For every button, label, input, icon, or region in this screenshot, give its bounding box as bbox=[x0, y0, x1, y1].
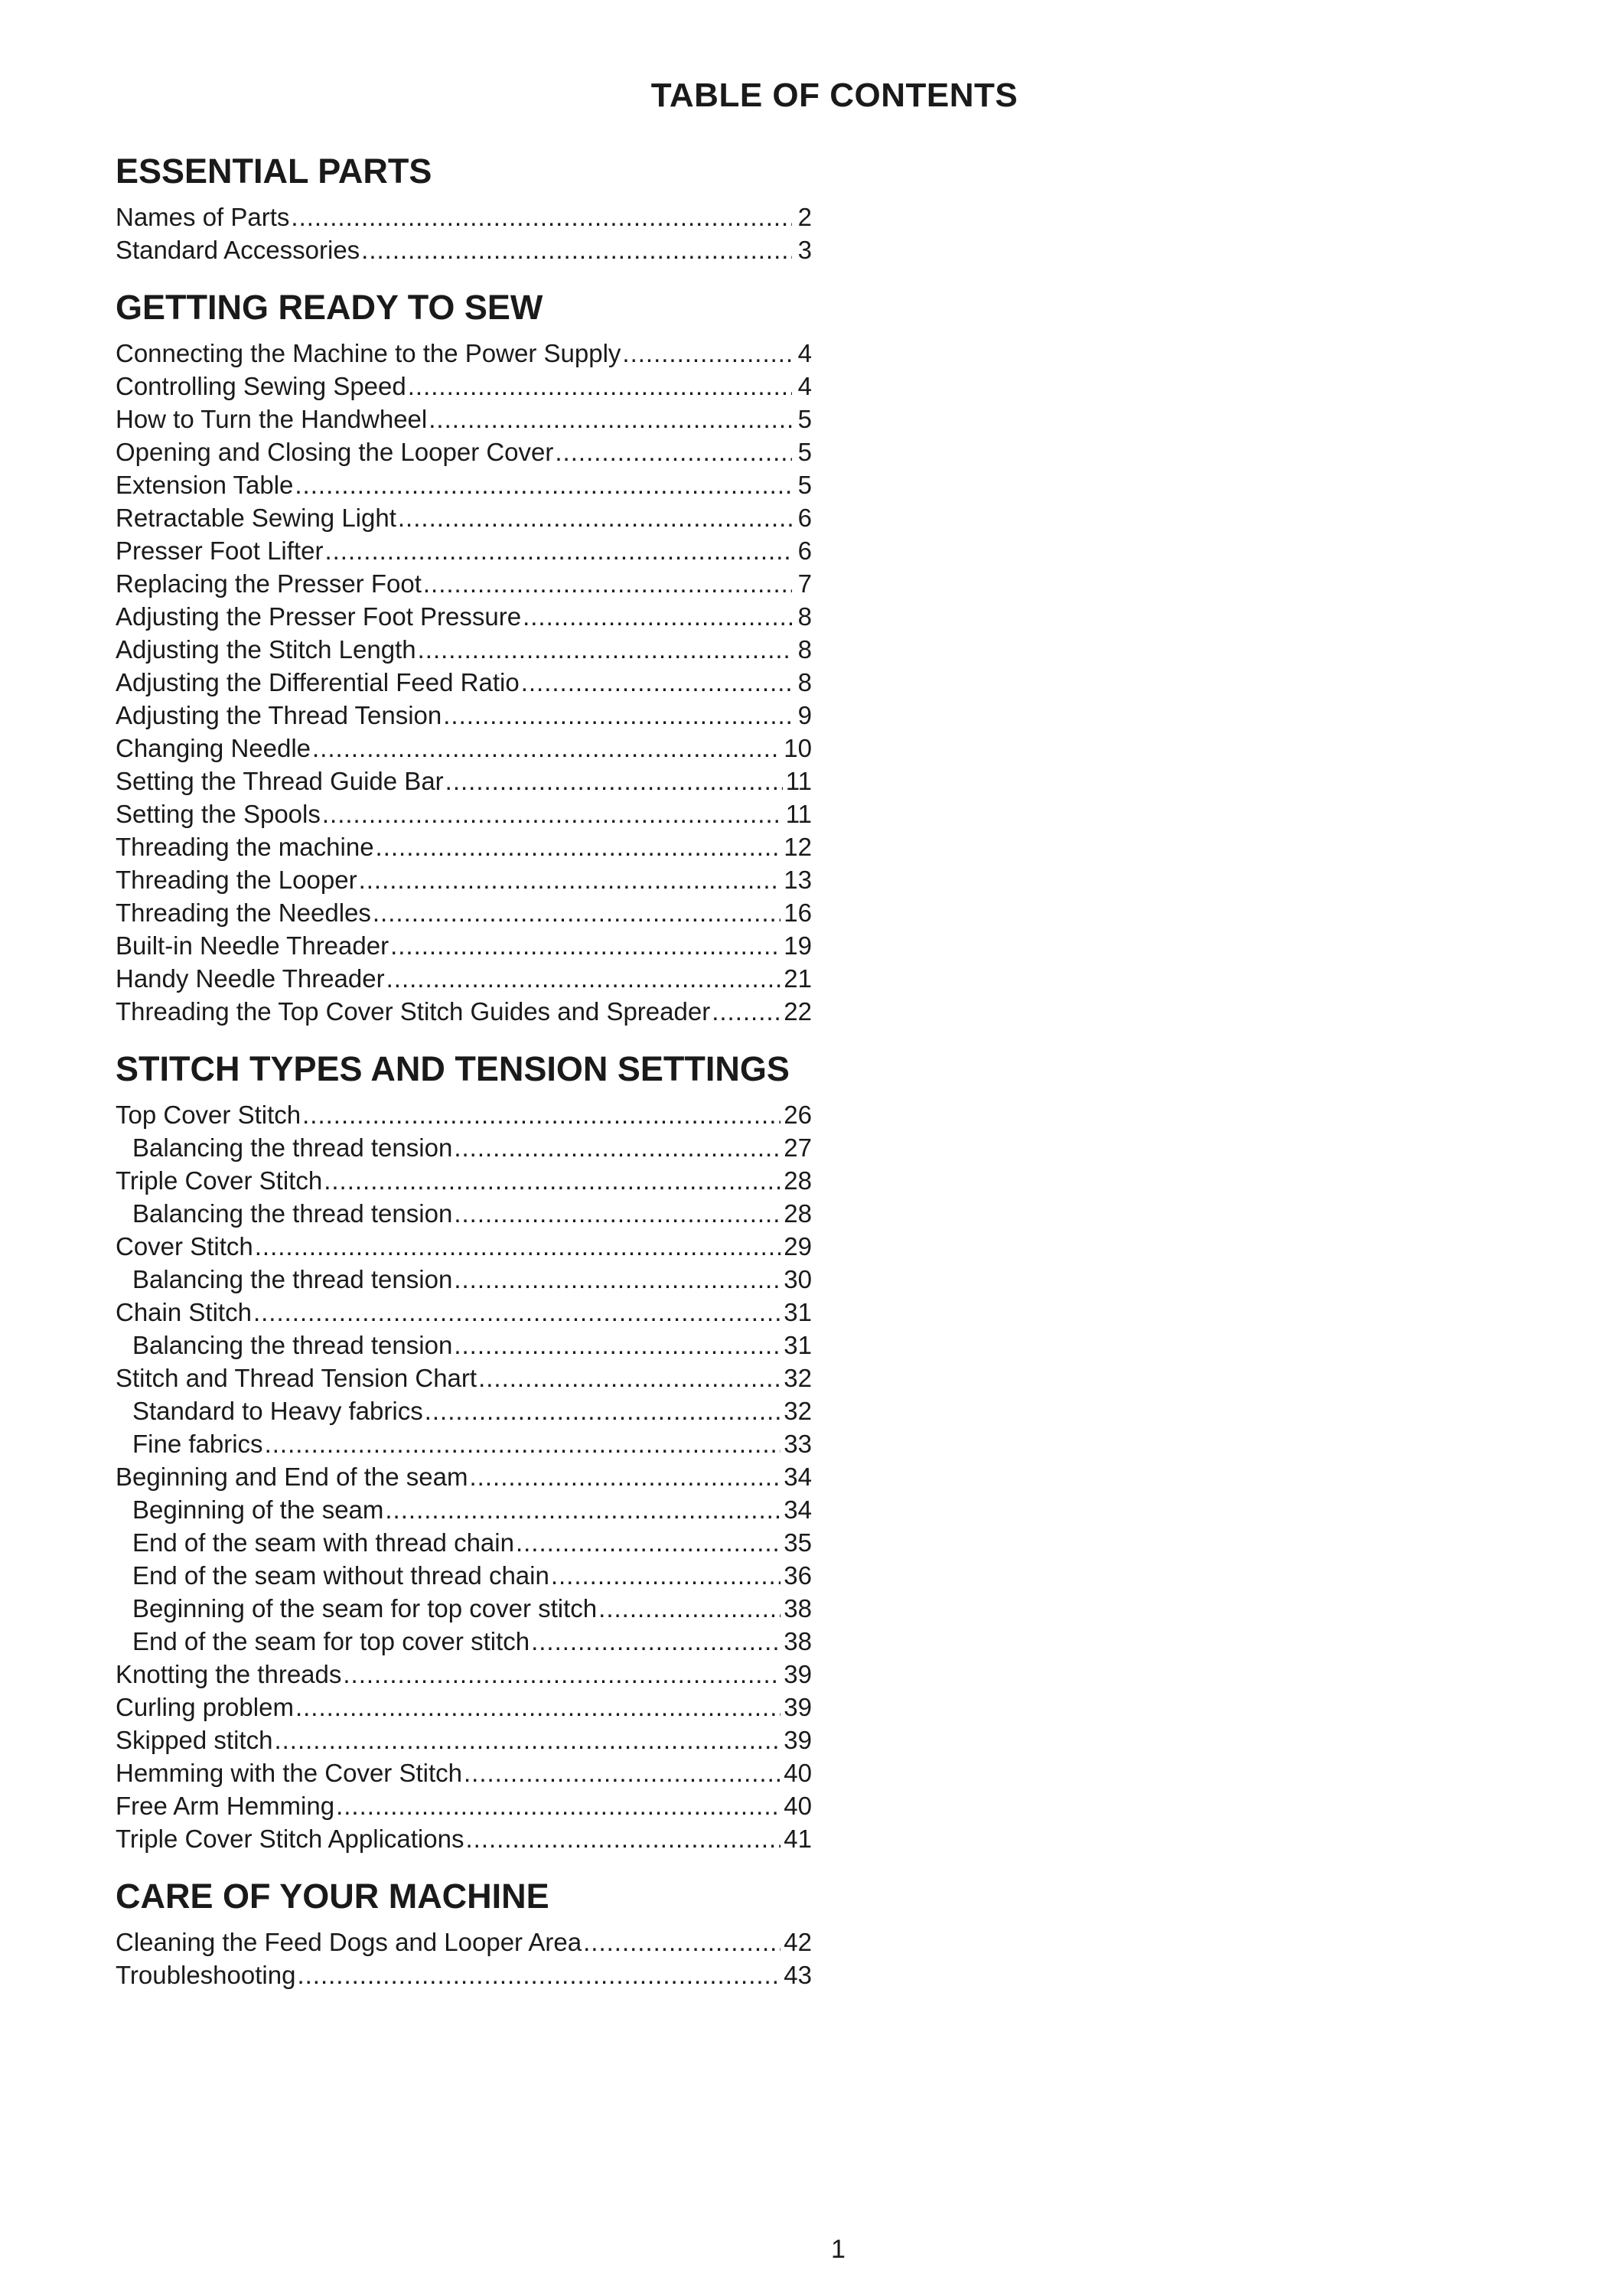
entry-label: Names of Parts bbox=[116, 203, 290, 231]
entry-label: Beginning of the seam for top cover stitch bbox=[132, 1594, 598, 1623]
entry-page-number: 35 bbox=[784, 1528, 812, 1557]
toc-entry[interactable] bbox=[116, 797, 812, 830]
entry-page-number: 8 bbox=[797, 668, 812, 696]
toc-entry[interactable] bbox=[116, 600, 812, 633]
entry-page-number: 26 bbox=[784, 1101, 812, 1129]
entry-page-number: 28 bbox=[784, 1199, 812, 1228]
entry-page-number: 41 bbox=[784, 1825, 812, 1853]
toc-entry[interactable] bbox=[116, 1658, 812, 1691]
dot-leader bbox=[376, 830, 781, 863]
entry-label: End of the seam with thread chain bbox=[132, 1528, 514, 1557]
entry-page-number: 5 bbox=[797, 405, 812, 433]
toc-section bbox=[116, 1875, 812, 1991]
entry-label: Adjusting the Differential Feed Ratio bbox=[116, 668, 520, 696]
entry-page-number: 3 bbox=[797, 236, 812, 264]
entry-page-number: 11 bbox=[785, 767, 812, 795]
dot-leader bbox=[398, 501, 792, 534]
dot-leader bbox=[445, 765, 783, 797]
entry-page-number: 40 bbox=[784, 1759, 812, 1787]
entry-label: Beginning and End of the seam bbox=[116, 1463, 468, 1491]
entry-label: Threading the machine bbox=[116, 833, 374, 861]
toc-entry[interactable] bbox=[116, 962, 812, 995]
entry-page-number: 16 bbox=[784, 899, 812, 927]
toc-entry[interactable] bbox=[116, 501, 812, 534]
entry-label: Handy Needle Threader bbox=[116, 964, 385, 993]
toc-entry[interactable] bbox=[116, 896, 812, 929]
toc-subentry[interactable] bbox=[116, 1592, 812, 1625]
toc-subentry[interactable] bbox=[116, 1131, 812, 1164]
dot-leader bbox=[521, 666, 792, 699]
entry-page-number: 31 bbox=[784, 1331, 812, 1359]
dot-leader bbox=[443, 699, 792, 732]
dot-leader bbox=[551, 1559, 781, 1592]
entry-page-number: 8 bbox=[797, 602, 812, 631]
toc-entry[interactable] bbox=[116, 201, 812, 233]
dot-leader bbox=[523, 600, 792, 633]
entry-page-number: 33 bbox=[784, 1430, 812, 1458]
dot-leader bbox=[454, 1329, 781, 1362]
toc-entry[interactable] bbox=[116, 337, 812, 370]
toc-entry[interactable] bbox=[116, 732, 812, 765]
entry-page-number: 2 bbox=[797, 203, 812, 231]
dot-leader bbox=[295, 468, 792, 501]
entry-label: Connecting the Machine to the Power Supply bbox=[116, 339, 621, 367]
entry-label: Standard Accessories bbox=[116, 236, 360, 264]
dot-leader bbox=[291, 201, 792, 233]
dot-leader bbox=[312, 732, 781, 765]
dot-leader bbox=[386, 962, 781, 995]
toc-entry[interactable] bbox=[116, 929, 812, 962]
entry-page-number: 31 bbox=[784, 1298, 812, 1326]
entry-page-number: 4 bbox=[797, 339, 812, 367]
toc-entry[interactable] bbox=[116, 567, 812, 600]
toc-entry[interactable] bbox=[116, 1230, 812, 1263]
section-heading: CARE OF YOUR MACHINE bbox=[116, 1877, 549, 1916]
toc-subentry[interactable] bbox=[116, 1329, 812, 1362]
entry-page-number: 39 bbox=[784, 1726, 812, 1754]
toc-entry[interactable] bbox=[116, 468, 812, 501]
entry-page-number: 4 bbox=[797, 372, 812, 400]
dot-leader bbox=[359, 863, 781, 896]
toc-subentry[interactable] bbox=[116, 1394, 812, 1427]
entry-page-number: 27 bbox=[784, 1133, 812, 1162]
entry-label: Standard to Heavy fabrics bbox=[132, 1397, 423, 1425]
dot-leader bbox=[302, 1098, 781, 1131]
toc-entry[interactable] bbox=[116, 1460, 812, 1493]
toc-entry[interactable] bbox=[116, 1296, 812, 1329]
entry-label: End of the seam for top cover stitch bbox=[132, 1627, 530, 1655]
entry-page-number: 11 bbox=[785, 800, 812, 828]
toc-entry[interactable] bbox=[116, 863, 812, 896]
page-number: 1 bbox=[831, 2235, 846, 2264]
entry-page-number: 32 bbox=[784, 1364, 812, 1392]
section-heading: GETTING READY TO SEW bbox=[116, 288, 543, 327]
entry-label: Changing Needle bbox=[116, 734, 311, 762]
dot-leader bbox=[297, 1958, 781, 1991]
dot-leader bbox=[555, 435, 792, 468]
dot-leader bbox=[465, 1822, 781, 1855]
dot-leader bbox=[385, 1493, 781, 1526]
entry-page-number: 36 bbox=[784, 1561, 812, 1590]
toc-entry[interactable] bbox=[116, 233, 812, 266]
entry-page-number: 32 bbox=[784, 1397, 812, 1425]
entry-label: Controlling Sewing Speed bbox=[116, 372, 406, 400]
entry-page-number: 7 bbox=[797, 569, 812, 598]
toc-entry[interactable] bbox=[116, 666, 812, 699]
entry-label: Triple Cover Stitch bbox=[116, 1166, 323, 1195]
dot-leader bbox=[324, 1164, 781, 1197]
entry-label: Hemming with the Cover Stitch bbox=[116, 1759, 462, 1787]
entry-page-number: 21 bbox=[784, 964, 812, 993]
entry-page-number: 39 bbox=[784, 1660, 812, 1688]
toc-entry[interactable] bbox=[116, 435, 812, 468]
dot-leader bbox=[464, 1756, 781, 1789]
entry-label: Retractable Sewing Light bbox=[116, 504, 396, 532]
entry-page-number: 5 bbox=[797, 438, 812, 466]
dot-leader bbox=[274, 1724, 781, 1756]
entry-label: Balancing the thread tension bbox=[132, 1199, 453, 1228]
entry-label: Skipped stitch bbox=[116, 1726, 273, 1754]
toc-subentry[interactable] bbox=[116, 1263, 812, 1296]
dot-leader bbox=[390, 929, 781, 962]
dot-leader bbox=[454, 1131, 781, 1164]
entry-label: Adjusting the Presser Foot Pressure bbox=[116, 602, 522, 631]
entry-label: Setting the Thread Guide Bar bbox=[116, 767, 444, 795]
toc-entry[interactable] bbox=[116, 1724, 812, 1756]
toc-entry[interactable] bbox=[116, 1691, 812, 1724]
entry-label: Balancing the thread tension bbox=[132, 1133, 453, 1162]
entry-label: Extension Table bbox=[116, 471, 294, 499]
dot-leader bbox=[712, 995, 781, 1028]
dot-leader bbox=[425, 1394, 781, 1427]
entry-page-number: 40 bbox=[784, 1792, 812, 1820]
toc-entry[interactable] bbox=[116, 633, 812, 666]
dot-leader bbox=[418, 633, 792, 666]
entry-label: End of the seam without thread chain bbox=[132, 1561, 549, 1590]
entry-label: Balancing the thread tension bbox=[132, 1265, 453, 1293]
entry-label: Beginning of the seam bbox=[132, 1495, 384, 1524]
toc-entry[interactable] bbox=[116, 534, 812, 567]
toc-subentry[interactable] bbox=[116, 1197, 812, 1230]
dot-leader bbox=[583, 1926, 781, 1958]
entry-label: Chain Stitch bbox=[116, 1298, 252, 1326]
toc-entry[interactable] bbox=[116, 1164, 812, 1197]
entry-page-number: 34 bbox=[784, 1495, 812, 1524]
toc-section bbox=[116, 1048, 812, 1855]
toc-entry[interactable] bbox=[116, 1756, 812, 1789]
entry-page-number: 12 bbox=[784, 833, 812, 861]
entry-label: Free Arm Hemming bbox=[116, 1792, 335, 1820]
section-heading: ESSENTIAL PARTS bbox=[116, 152, 432, 191]
toc-entry[interactable] bbox=[116, 1958, 812, 1991]
entry-label: Adjusting the Thread Tension bbox=[116, 701, 442, 729]
entry-label: Presser Foot Lifter bbox=[116, 536, 324, 565]
toc-subentry[interactable] bbox=[116, 1559, 812, 1592]
dot-leader bbox=[454, 1263, 781, 1296]
toc-subentry[interactable] bbox=[116, 1625, 812, 1658]
entry-page-number: 28 bbox=[784, 1166, 812, 1195]
page-title: TABLE OF CONTENTS bbox=[650, 77, 1018, 114]
toc-entry[interactable] bbox=[116, 765, 812, 797]
dot-leader bbox=[253, 1296, 781, 1329]
entry-page-number: 43 bbox=[784, 1961, 812, 1989]
entry-label: Cover Stitch bbox=[116, 1232, 253, 1261]
entry-page-number: 9 bbox=[797, 701, 812, 729]
entry-page-number: 34 bbox=[784, 1463, 812, 1491]
dot-leader bbox=[324, 534, 792, 567]
toc-section bbox=[116, 150, 812, 266]
dot-leader bbox=[470, 1460, 781, 1493]
dot-leader bbox=[361, 233, 792, 266]
toc-entry[interactable] bbox=[116, 995, 812, 1028]
entry-label: Threading the Looper bbox=[116, 866, 357, 894]
entry-page-number: 29 bbox=[784, 1232, 812, 1261]
entry-page-number: 42 bbox=[784, 1928, 812, 1956]
entry-page-number: 22 bbox=[784, 997, 812, 1026]
entry-label: Setting the Spools bbox=[116, 800, 321, 828]
toc-entry[interactable] bbox=[116, 1362, 812, 1394]
entry-page-number: 5 bbox=[797, 471, 812, 499]
entry-label: Curling problem bbox=[116, 1693, 294, 1721]
toc-entry[interactable] bbox=[116, 830, 812, 863]
dot-leader bbox=[478, 1362, 781, 1394]
entry-label: Adjusting the Stitch Length bbox=[116, 635, 416, 664]
dot-leader bbox=[255, 1230, 781, 1263]
entry-label: Stitch and Thread Tension Chart bbox=[116, 1364, 477, 1392]
entry-label: Triple Cover Stitch Applications bbox=[116, 1825, 464, 1853]
entry-label: Top Cover Stitch bbox=[116, 1101, 301, 1129]
entry-label: Threading the Needles bbox=[116, 899, 371, 927]
dot-leader bbox=[265, 1427, 781, 1460]
entry-page-number: 19 bbox=[784, 931, 812, 960]
dot-leader bbox=[322, 797, 783, 830]
dot-leader bbox=[423, 567, 792, 600]
dot-leader bbox=[516, 1526, 781, 1559]
entry-label: Knotting the threads bbox=[116, 1660, 342, 1688]
entry-label: Balancing the thread tension bbox=[132, 1331, 453, 1359]
dot-leader bbox=[598, 1592, 781, 1625]
toc-subentry[interactable] bbox=[116, 1427, 812, 1460]
entry-label: Replacing the Presser Foot bbox=[116, 569, 422, 598]
toc-entry[interactable] bbox=[116, 1926, 812, 1958]
entry-label: Built-in Needle Threader bbox=[116, 931, 389, 960]
dot-leader bbox=[336, 1789, 781, 1822]
toc-entry[interactable] bbox=[116, 1822, 812, 1855]
entry-label: Troubleshooting bbox=[116, 1961, 296, 1989]
dot-leader bbox=[622, 337, 792, 370]
entry-page-number: 6 bbox=[797, 504, 812, 532]
dot-leader bbox=[454, 1197, 781, 1230]
dot-leader bbox=[429, 403, 792, 435]
table-of-contents bbox=[116, 150, 812, 2011]
toc-entry[interactable] bbox=[116, 403, 812, 435]
dot-leader bbox=[295, 1691, 781, 1724]
dot-leader bbox=[343, 1658, 781, 1691]
entry-page-number: 10 bbox=[784, 734, 812, 762]
entry-page-number: 38 bbox=[784, 1594, 812, 1623]
entry-page-number: 6 bbox=[797, 536, 812, 565]
entry-page-number: 8 bbox=[797, 635, 812, 664]
dot-leader bbox=[408, 370, 792, 403]
toc-subentry[interactable] bbox=[116, 1493, 812, 1526]
toc-entry[interactable] bbox=[116, 1789, 812, 1822]
entry-page-number: 13 bbox=[784, 866, 812, 894]
section-heading: STITCH TYPES AND TENSION SETTINGS bbox=[116, 1049, 790, 1088]
toc-section bbox=[116, 286, 812, 1028]
toc-subentry[interactable] bbox=[116, 1526, 812, 1559]
dot-leader bbox=[531, 1625, 781, 1658]
entry-label: Cleaning the Feed Dogs and Looper Area bbox=[116, 1928, 582, 1956]
entry-label: Threading the Top Cover Stitch Guides and Spreader bbox=[116, 997, 711, 1026]
toc-entry[interactable] bbox=[116, 1098, 812, 1131]
entry-page-number: 30 bbox=[784, 1265, 812, 1293]
entry-label: How to Turn the Handwheel bbox=[116, 405, 428, 433]
entry-page-number: 39 bbox=[784, 1693, 812, 1721]
dot-leader bbox=[373, 896, 781, 929]
toc-entry[interactable] bbox=[116, 370, 812, 403]
toc-entry[interactable] bbox=[116, 699, 812, 732]
entry-page-number: 38 bbox=[784, 1627, 812, 1655]
entry-label: Fine fabrics bbox=[132, 1430, 263, 1458]
entry-label: Opening and Closing the Looper Cover bbox=[116, 438, 554, 466]
